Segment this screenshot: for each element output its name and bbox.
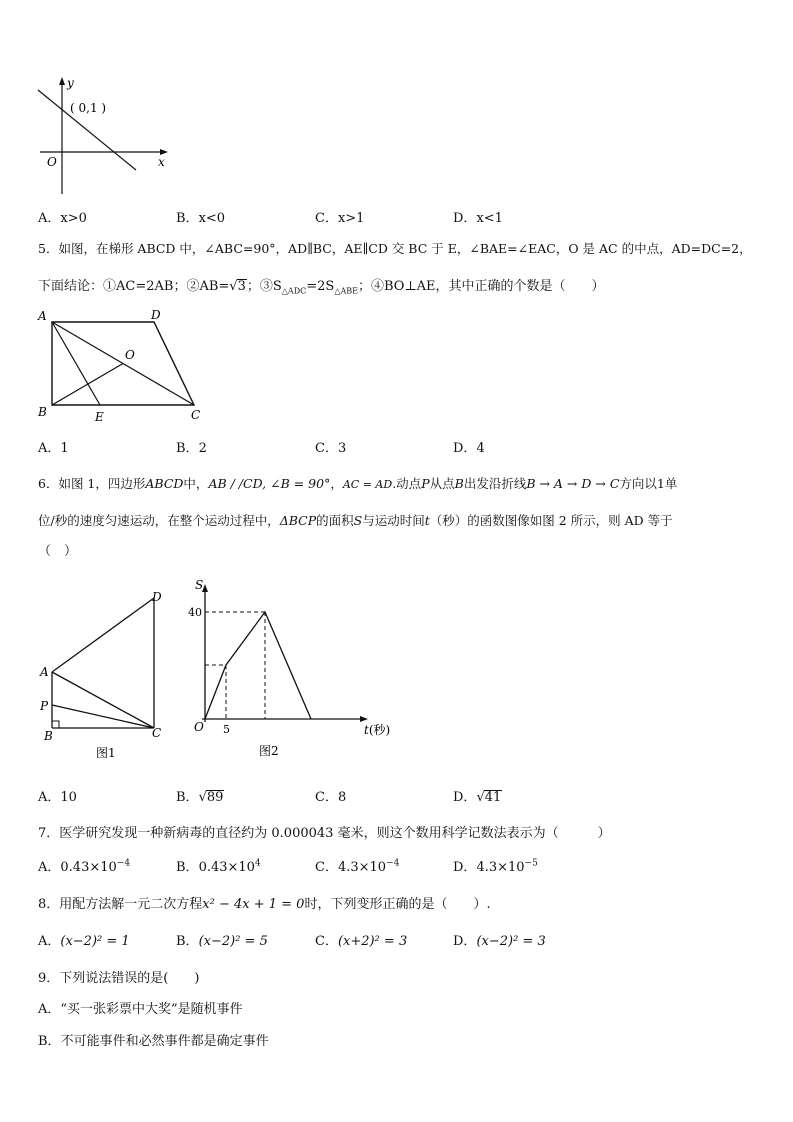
fig2-origin: O [194, 720, 204, 734]
q6-question-line2: 位/秒的速度匀速运动，在整个运动过程中，ΔBCP的面积S与运动时间t（秒）的函数图像如图 2 所示，则 AD 等于 [38, 513, 673, 528]
q9-option-a: A．“买一张彩票中大奖”是随机事件 [38, 1002, 243, 1017]
q4-line-graph [30, 74, 180, 199]
q5-option-b: B．2 [176, 441, 207, 456]
q6-option-b: B．√89 [176, 790, 224, 805]
q7-question: 7．医学研究发现一种新病毒的直径约为 0.000043 毫米，则这个数用科学记数法表示为（ ） [38, 826, 611, 841]
q4-option-d: D．x<1 [453, 211, 503, 226]
vertex-e: E [95, 410, 104, 424]
q8-question: 8．用配方法解一元二次方程x² − 4x + 1 = 0时，下列变形正确的是（ ）. [38, 897, 491, 912]
q6-option-d: D．√41 [453, 790, 502, 805]
q6-figure1 [36, 588, 176, 763]
vertex-b: B [38, 405, 47, 419]
vertex-a: A [38, 309, 47, 323]
q6-option-c: C．8 [315, 790, 347, 805]
fig1-point-p: P [40, 699, 49, 713]
fig2-t-label: t(秒) [364, 723, 391, 737]
x-axis-label: x [158, 155, 165, 169]
q6-figure2 [186, 572, 406, 764]
q4-option-a: A．x>0 [38, 211, 87, 226]
q6-option-a: A．10 [38, 790, 77, 805]
fig2-y-tick-40: 40 [188, 606, 202, 619]
q5-question-line1: 5．如图，在梯形 ABCD 中，∠ABC=90°，AD∥BC，AE∥CD 交 BC 于 E，∠BAE=∠EAC，O 是 AC 的中点，AD=DC=2， [38, 241, 752, 256]
q8-option-d: D．(x−2)² = 3 [453, 934, 546, 949]
q8-option-b: B．(x−2)² = 5 [176, 934, 268, 949]
point-o: O [125, 348, 135, 362]
q7-option-c: C．$4.3\times 10^{-4}$ [315, 858, 400, 875]
q8-option-a: A．(x−2)² = 1 [38, 934, 130, 949]
q5-trapezoid-figure [34, 306, 214, 428]
fig1-vertex-c: C [152, 726, 162, 740]
q6-question-line3: （ ） [38, 544, 78, 559]
q5-option-c: C．3 [315, 441, 347, 456]
q7-option-a: A．$0.43\times 10^{-4}$ [38, 858, 131, 875]
q7-option-d: D．$4.3\times 10^{-5}$ [453, 858, 538, 875]
q9-option-b: B．不可能事件和必然事件都是确定事件 [38, 1034, 269, 1049]
q9-question: 9．下列说法错误的是( ) [38, 971, 200, 986]
vertex-d: D [151, 308, 161, 322]
vertex-c: C [191, 408, 201, 422]
fig2-x-tick-5: 5 [223, 723, 230, 736]
fig1-vertex-d: D [152, 590, 162, 604]
fig2-caption: 图2 [259, 744, 279, 758]
fig2-s-label: S [195, 578, 204, 592]
q6-question-line1: 6．如图 1，四边形ABCD中，AB / /CD, ∠B = 90°，AC = AD.动点P从点B出发沿折线B → A → D → C方向以1单 [38, 476, 678, 491]
fig1-vertex-a: A [40, 665, 49, 679]
q5-question-line2: 下面结论：①AC=2AB；②AB=√3；$③S_{\triangle ADC}=2S_{\triangle ABE}$；④BO⊥AE，其中正确的个数是（ ） [38, 279, 605, 296]
origin-label: O [47, 155, 57, 169]
q4-option-b: B．x<0 [176, 211, 226, 226]
q8-option-c: C．(x+2)² = 3 [315, 934, 408, 949]
q5-option-a: A．1 [38, 441, 69, 456]
q5-option-d: D．4 [453, 441, 485, 456]
point-label: ( 0,1 ) [70, 101, 107, 115]
fig1-vertex-b: B [44, 729, 53, 743]
y-axis-label: y [67, 76, 74, 90]
q7-option-b: B．$0.43\times 10^4$ [176, 858, 261, 875]
q4-option-c: C．x>1 [315, 211, 365, 226]
fig1-caption: 图1 [96, 746, 116, 760]
